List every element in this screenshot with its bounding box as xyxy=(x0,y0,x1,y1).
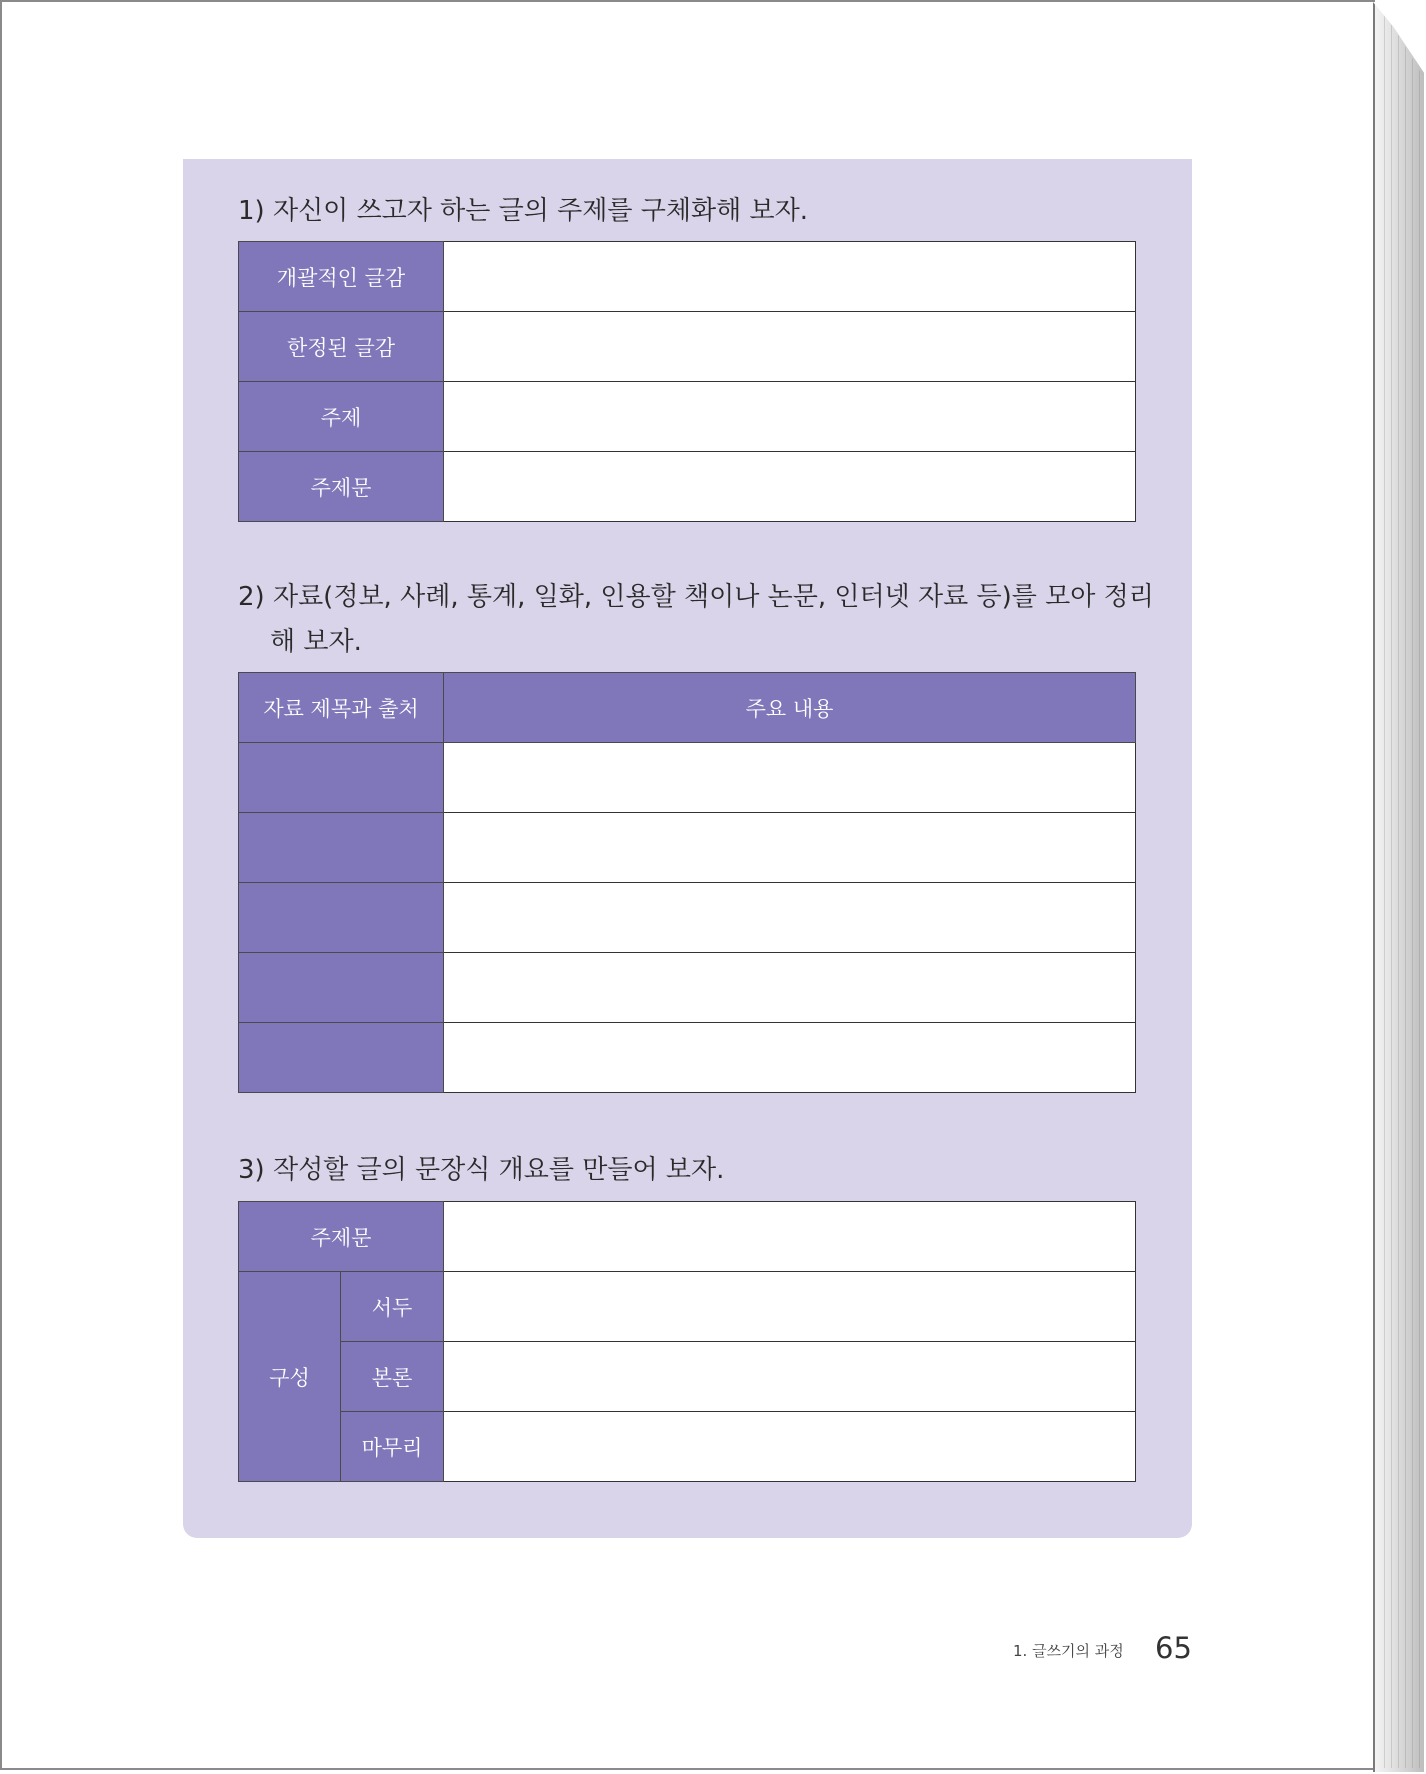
page-number: 65 xyxy=(1155,1631,1192,1665)
table-header-row xyxy=(239,673,1136,743)
sources-table xyxy=(238,672,1136,1093)
source-title-field[interactable] xyxy=(239,813,444,883)
table-row xyxy=(239,452,1136,522)
column-header-source: 자료 제목과 출처 xyxy=(239,673,444,743)
table-row xyxy=(239,813,1136,883)
row-label-structure: 구성 xyxy=(239,1272,341,1482)
row-label-body: 본론 xyxy=(341,1342,444,1412)
page-stack-lines xyxy=(1378,8,1420,1768)
content-field[interactable] xyxy=(444,813,1136,883)
content-field[interactable] xyxy=(444,1023,1136,1093)
row-label-thesis: 주제문 xyxy=(239,1202,444,1272)
table-row xyxy=(239,1202,1136,1272)
row-label-introduction: 서두 xyxy=(341,1272,444,1342)
row-label-thesis: 주제문 xyxy=(239,452,444,522)
table-row xyxy=(239,1342,1136,1412)
limited-material-field[interactable] xyxy=(444,312,1136,382)
table-row xyxy=(239,1023,1136,1093)
table-row xyxy=(239,1272,1136,1342)
section2-prompt-line2: 해 보자. xyxy=(270,627,362,657)
table-row xyxy=(239,743,1136,813)
table-row xyxy=(239,312,1136,382)
source-title-field[interactable] xyxy=(239,1023,444,1093)
row-label-general-material: 개괄적인 글감 xyxy=(239,242,444,312)
section2-prompt xyxy=(238,575,1154,665)
outline-table xyxy=(238,1201,1136,1482)
row-label-limited-material: 한정된 글감 xyxy=(239,312,444,382)
column-header-content: 주요 내용 xyxy=(444,673,1136,743)
content-field[interactable] xyxy=(444,953,1136,1023)
table-row xyxy=(239,242,1136,312)
body-field[interactable] xyxy=(444,1342,1136,1412)
content-field[interactable] xyxy=(444,743,1136,813)
row-label-conclusion: 마무리 xyxy=(341,1412,444,1482)
table-row xyxy=(239,953,1136,1023)
table-row xyxy=(239,1412,1136,1482)
thesis-field[interactable] xyxy=(444,452,1136,522)
table-row xyxy=(239,382,1136,452)
row-label-topic: 주제 xyxy=(239,382,444,452)
section2-prompt-line1: 2) 자료(정보, 사례, 통계, 일화, 인용할 책이나 논문, 인터넷 자료 등)를 모아 정리 xyxy=(238,582,1154,612)
source-title-field[interactable] xyxy=(239,953,444,1023)
source-title-field[interactable] xyxy=(239,883,444,953)
chapter-label: 1. 글쓰기의 과정 xyxy=(1013,1642,1124,1660)
general-material-field[interactable] xyxy=(444,242,1136,312)
conclusion-field[interactable] xyxy=(444,1412,1136,1482)
section3-prompt: 3) 작성할 글의 문장식 개요를 만들어 보자. xyxy=(238,1155,725,1185)
topic-field[interactable] xyxy=(444,382,1136,452)
source-title-field[interactable] xyxy=(239,743,444,813)
content-field[interactable] xyxy=(444,883,1136,953)
topic-table xyxy=(238,241,1136,522)
thesis-statement-field[interactable] xyxy=(444,1202,1136,1272)
section1-prompt: 1) 자신이 쓰고자 하는 글의 주제를 구체화해 보자. xyxy=(238,196,809,226)
table-row xyxy=(239,883,1136,953)
introduction-field[interactable] xyxy=(444,1272,1136,1342)
